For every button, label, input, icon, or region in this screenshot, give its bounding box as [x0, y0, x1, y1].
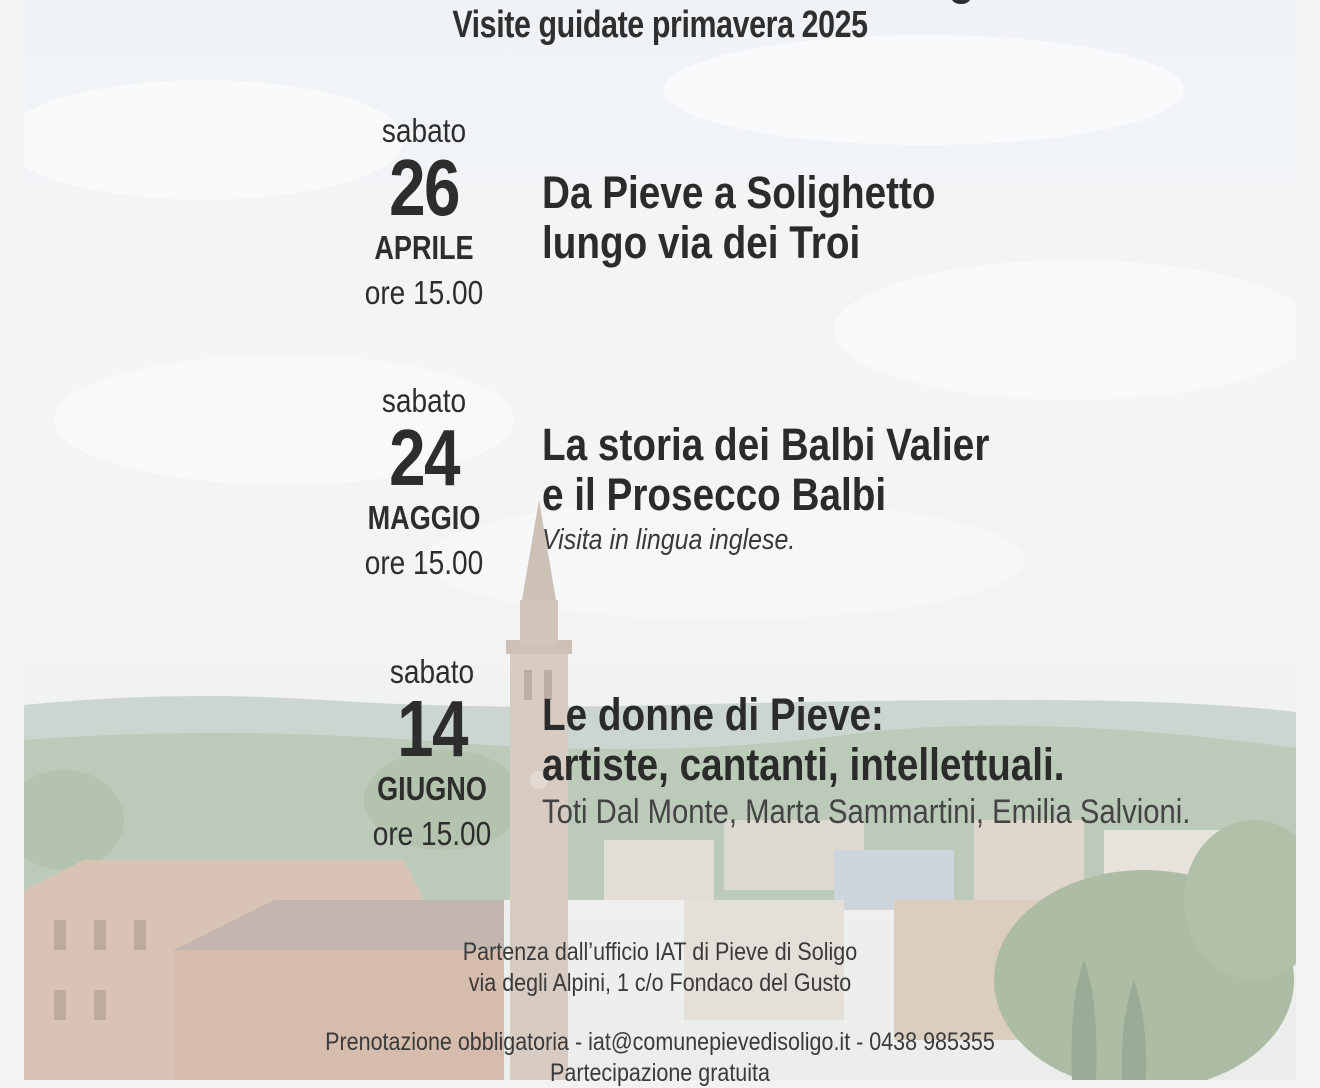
event-title: artiste, cantanti, intellettuali.: [542, 739, 1065, 790]
departure-line-1: Partenza dall’ufficio IAT di Pieve di Soligo: [462, 938, 858, 966]
event-day: 24: [389, 413, 459, 502]
event-date-2: [334, 382, 514, 586]
event-title: Da Pieve a Solighetto: [542, 167, 936, 218]
event-weekday: sabato: [381, 112, 467, 149]
event-info-2: [542, 420, 989, 560]
event-date-1: [334, 112, 514, 316]
event-weekday: sabato: [381, 382, 467, 419]
event-title: lungo via dei Troi: [542, 217, 861, 268]
event-names: Toti Dal Monte, Marta Sammartini, Emilia Salvioni.: [542, 793, 1191, 831]
event-title: e il Prosecco Balbi: [542, 469, 887, 520]
event-info-3: [542, 690, 1190, 834]
departure-line-2: via degli Alpini, 1 c/o Fondaco del Gusto: [468, 969, 852, 997]
event-month: APRILE: [374, 229, 474, 266]
event-day: 26: [389, 143, 459, 232]
event-info-1: [542, 168, 936, 268]
event-weekday: sabato: [389, 653, 475, 690]
event-month: GIUGNO: [377, 770, 487, 807]
event-date-3: [342, 653, 522, 857]
event-day: 14: [397, 684, 467, 773]
event-note: Visita in lingua inglese.: [542, 524, 796, 556]
event-time: ore 15.00: [364, 544, 484, 581]
event-month: MAGGIO: [367, 499, 481, 536]
event-time: ore 15.00: [364, 274, 484, 311]
event-time: ore 15.00: [372, 815, 492, 852]
event-title: Le donne di Pieve:: [542, 689, 884, 740]
poster-subtitle: Visite guidate primavera 2025: [452, 4, 868, 46]
participation-info: Partecipazione gratuita: [550, 1059, 770, 1087]
event-title: La storia dei Balbi Valier: [542, 419, 990, 470]
booking-info: Prenotazione obbligatoria - iat@comunepievedisoligo.it - 0438 985355: [325, 1028, 995, 1056]
